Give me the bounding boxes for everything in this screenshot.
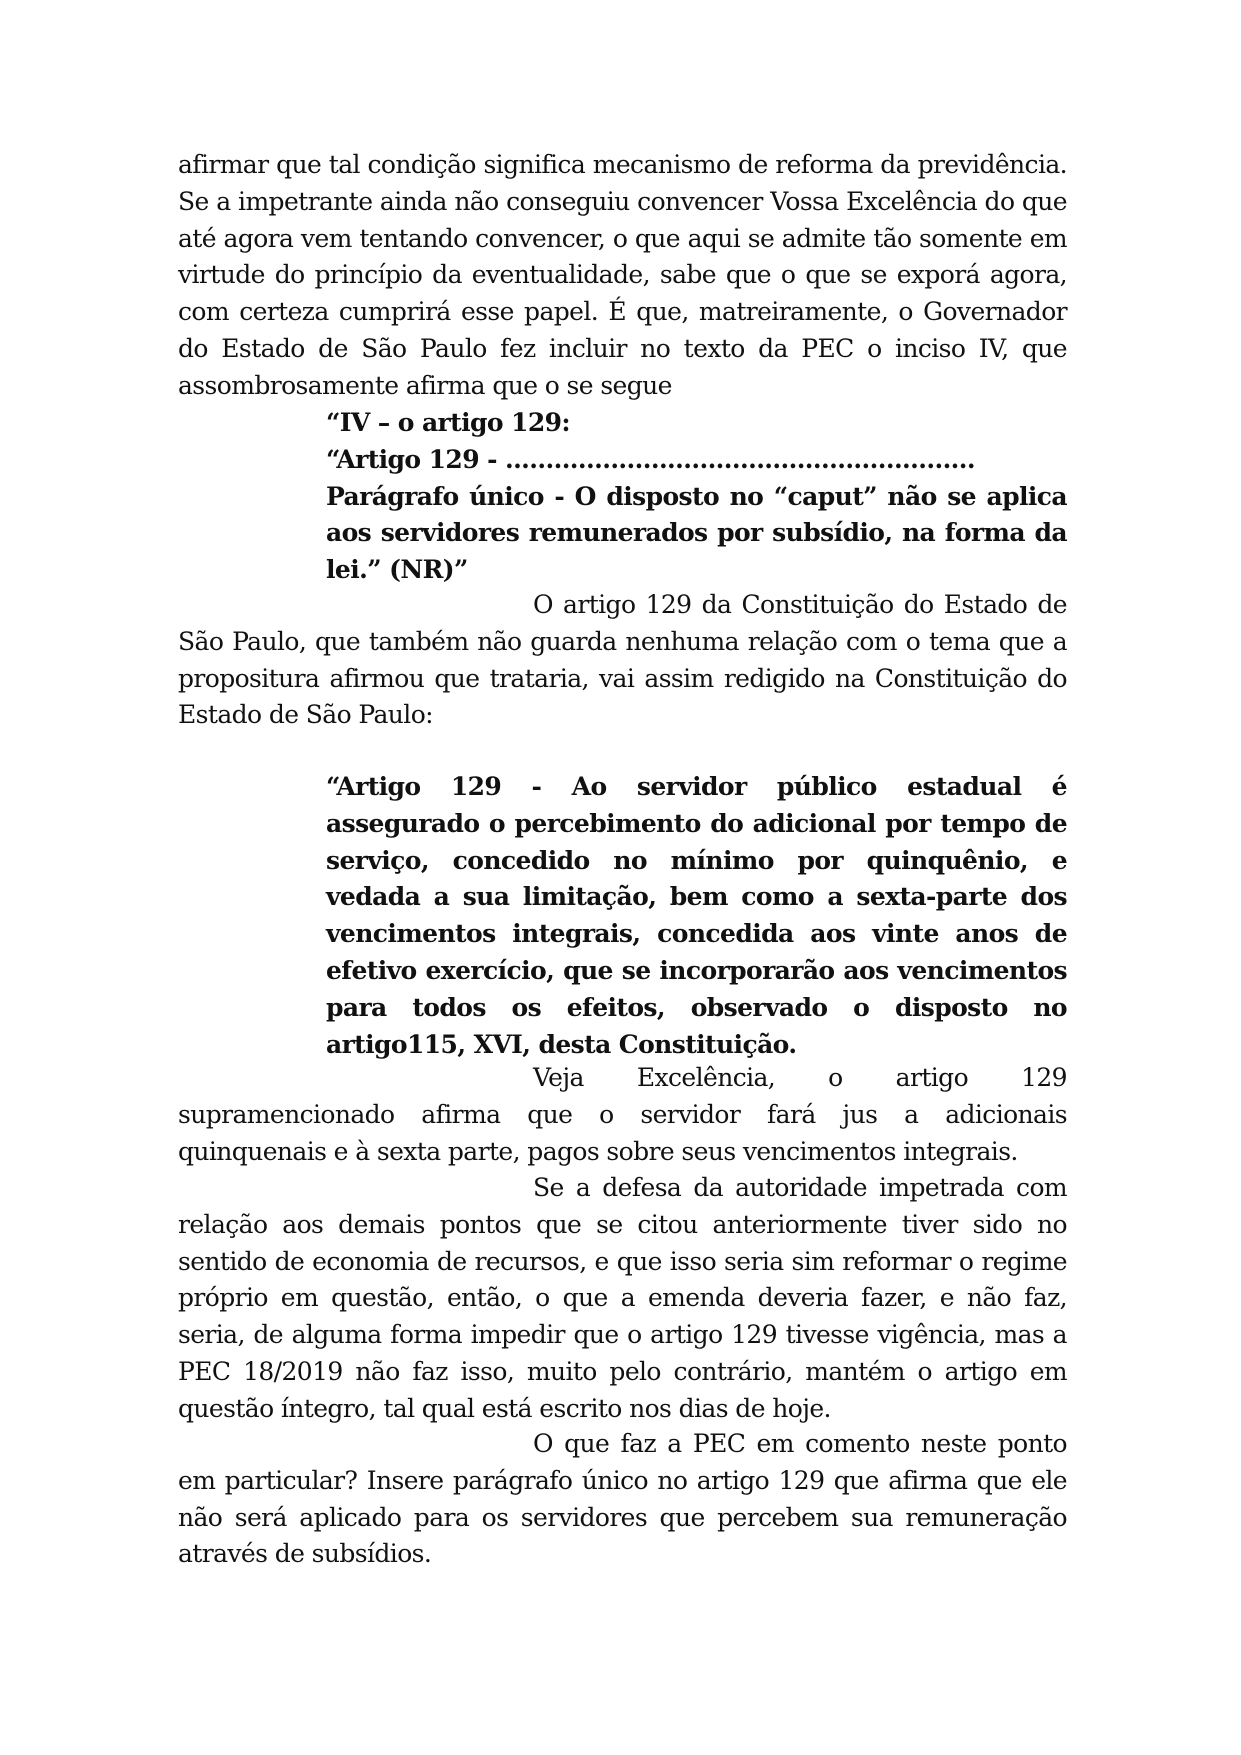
paragraph-5: O que faz a PEC em comento neste ponto em particular? Insere parágrafo único no artigo 129 que afirma que ele não será aplicado para os servidores que percebem sua remuneração através de subsídios.: [178, 1429, 1067, 1569]
paragraph-1: afirmar que tal condição significa mecanismo de reforma da previdência. Se a impetrante ainda não conseguiu convencer Vossa Excelência do que até agora vem tentando convencer, o que aqui se admite tão somente em virtude do princípio da eventualidade, sabe que o que se exporá agora, com certeza cumprirá esse papel. É que, matreiramente, o Governador do Estado de São Paulo fez incluir no texto da PEC o inciso IV, que assombrosamente afirma que o se segue: [178, 150, 1067, 400]
quoted-amendment: [326, 405, 1067, 589]
quote-line-inciso: “IV – o artigo 129:: [326, 408, 571, 437]
quote-line-paragrafo-unico: Parágrafo único - O disposto no “caput” não se aplica aos servidores remunerados por subsídio, na forma da lei.” (NR)”: [326, 481, 1067, 585]
paragraph-3: Veja Excelência, o artigo 129 supramencionado afirma que o servidor fará jus a adicionais quinquenais e à sexta parte, pagos sobre seus vencimentos integrais.: [178, 1063, 1067, 1166]
paragraph-2: O artigo 129 da Constituição do Estado de São Paulo, que também não guarda nenhuma relação com o tema que a propositura afirmou que trataria, vai assim redigido na Constituição do Estado de São Paulo:: [178, 590, 1067, 730]
quote-line-artigo: “Artigo 129 - ..........................................................: [326, 444, 975, 474]
paragraph-4: Se a defesa da autoridade impetrada com relação aos demais pontos que se citou anteriormente tiver sido no sentido de economia de recursos, e que isso seria sim reformar o regime próprio em questão, então, o que a emenda deveria fazer, e não faz, seria, de alguma forma impedir que o artigo 129 tivesse vigência, mas a PEC 18/2019 não faz isso, muito pelo contrário, mantém o artigo em questão íntegro, tal qual está escrito nos dias de hoje.: [178, 1173, 1067, 1423]
quoted-constitution-article: “Artigo 129 - Ao servidor público estadual é assegurado o percebimento do adicional por tempo de serviço, concedido no mínimo por quinquênio, e vedada a sua limitação, bem como a sexta-parte dos vencimentos integrais, concedida aos vinte anos de efetivo exercício, que se incorporarão aos vencimentos para todos os efeitos, observado o disposto no artigo115, XVI, desta Constituição.: [326, 772, 1067, 1059]
